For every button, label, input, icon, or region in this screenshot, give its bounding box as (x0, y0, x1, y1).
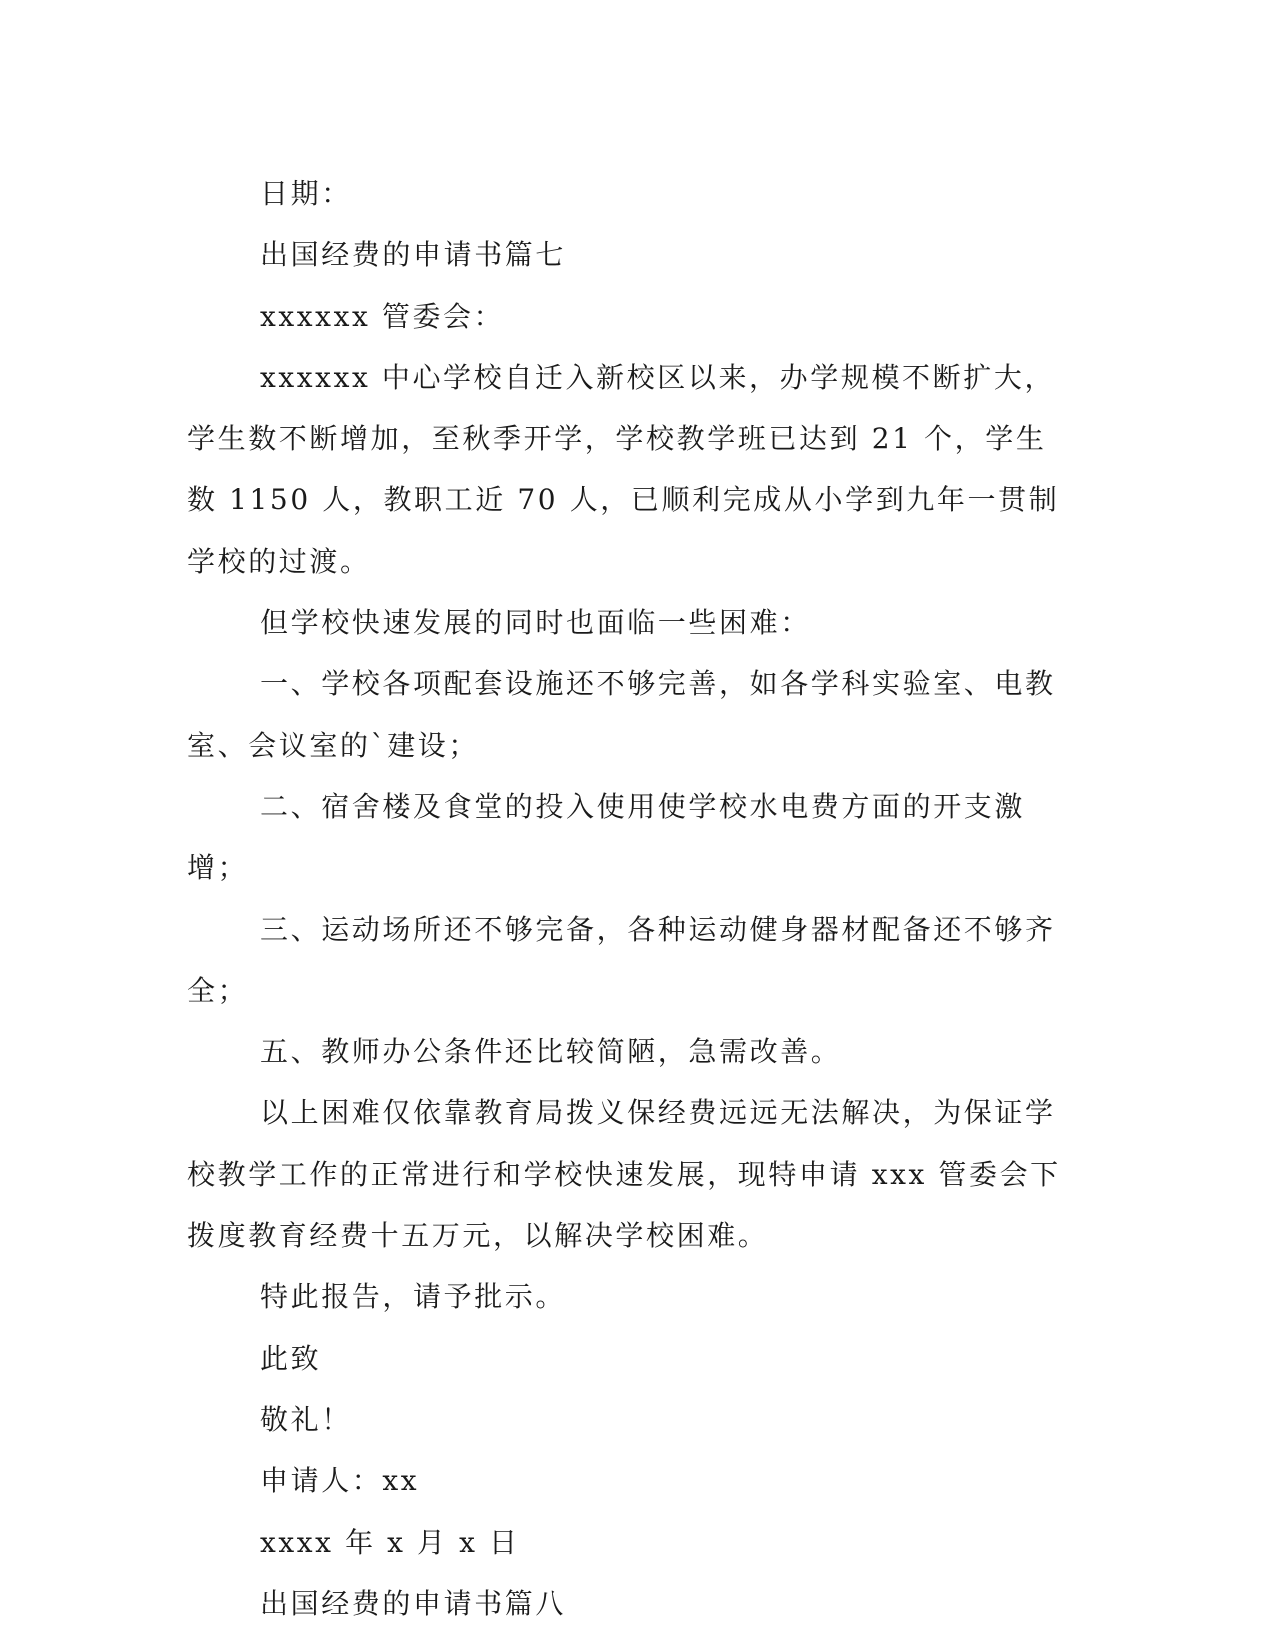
list-item: 五、教师办公条件还比较简陋，急需改善。 (260, 1035, 842, 1069)
body-paragraph: xxxxxx 中心学校自迁入新校区以来，办学规模不断扩大，学生数不断增加，至秋季开学，学校教学班已达到 21 个，学生数 1150 人，教职工近 70 人，已顺利完成从小学到九年一贯制学校的过渡。 (187, 360, 1060, 578)
salutation: xxxxxx 管委会： (260, 299, 505, 333)
list-item: 三、运动场所还不够完备，各种运动健身器材配备还不够齐全； (187, 912, 1056, 1007)
closing-greeting: 此致 (260, 1341, 322, 1375)
list-item: 一、学校各项配套设施还不够完善，如各学科实验室、电教室、会议室的`建设； (187, 667, 1056, 762)
body-paragraph: 以上困难仅依靠教育局拨义保经费远远无法解决，为保证学校教学工作的正常进行和学校快速发展，现特申请 xxx 管委会下拨度教育经费十五万元，以解决学校困难。 (187, 1096, 1061, 1253)
document-body (187, 163, 1077, 1634)
closing-respect: 敬礼！ (260, 1402, 352, 1436)
applicant-line: 申请人：xx (260, 1464, 420, 1498)
signature-date: xxxx 年 x 月 x 日 (260, 1525, 520, 1559)
list-item: 二、宿舍楼及食堂的投入使用使学校水电费方面的开支激增； (187, 789, 1026, 885)
section-title-8: 出国经费的申请书篇八 (260, 1586, 567, 1620)
closing-request: 特此报告，请予批示。 (260, 1280, 567, 1314)
date-line: 日期： (260, 177, 352, 210)
section-title-7: 出国经费的申请书篇七 (260, 238, 567, 272)
body-paragraph: 但学校快速发展的同时也面临一些困难： (260, 606, 811, 640)
